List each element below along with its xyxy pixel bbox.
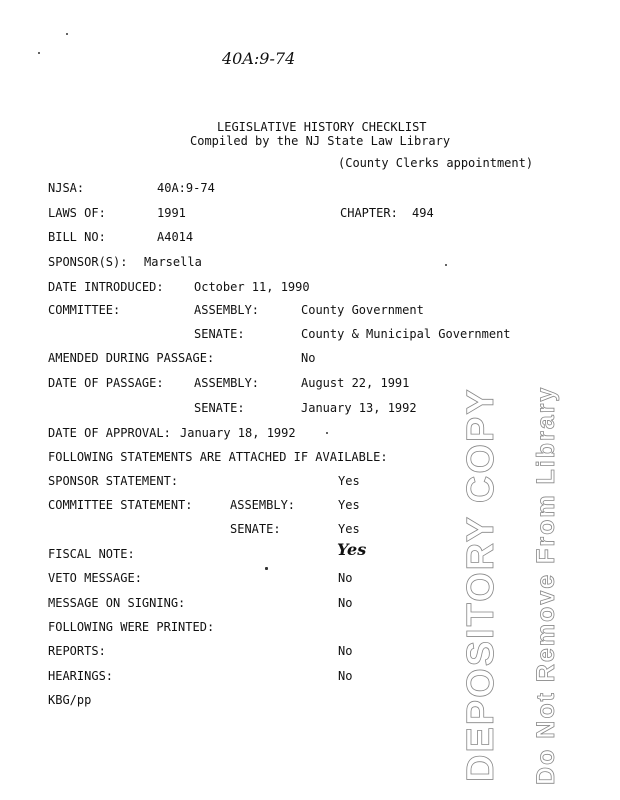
chapter-value: 494: [412, 206, 434, 220]
amended-label: AMENDED DURING PASSAGE:: [48, 351, 215, 365]
committee-statement-assembly-label: ASSEMBLY:: [230, 498, 296, 512]
amended-value: No: [301, 351, 316, 365]
introduced-value: October 11, 1990: [194, 280, 310, 294]
committee-label: COMMITTEE:: [48, 303, 121, 317]
document-subtitle: Compiled by the NJ State Law Library: [190, 134, 451, 148]
signing-message-value: No: [338, 596, 353, 610]
bill-value: A4014: [157, 230, 194, 244]
njsa-value: 40A:9-74: [157, 181, 215, 195]
committee-statement-senate-value: Yes: [338, 522, 360, 536]
njsa-label: NJSA:: [48, 181, 85, 195]
sponsor-label: SPONSOR(S):: [48, 255, 128, 269]
do-not-remove-stamp: Do Not Remove From Library: [532, 385, 560, 785]
committee-statement-senate-label: SENATE:: [230, 522, 281, 536]
scan-speck: [445, 264, 447, 266]
reports-label: REPORTS:: [48, 644, 106, 658]
passage-assembly-label: ASSEMBLY:: [194, 376, 260, 390]
document-topic: (County Clerks appointment): [338, 156, 534, 170]
committee-senate-label: SENATE:: [194, 327, 245, 341]
fiscal-note-handwritten-value: Yes: [337, 540, 367, 559]
introduced-label: DATE INTRODUCED:: [48, 280, 164, 294]
committee-statement-assembly-value: Yes: [338, 498, 360, 512]
sponsor-statement-label: SPONSOR STATEMENT:: [48, 474, 179, 488]
scan-speck: [66, 33, 68, 35]
sponsor-statement-value: Yes: [338, 474, 360, 488]
scan-speck: [38, 52, 40, 54]
passage-assembly-value: August 22, 1991: [301, 376, 410, 390]
scan-speck: [326, 432, 328, 434]
committee-statement-label: COMMITTEE STATEMENT:: [48, 498, 193, 512]
passage-label: DATE OF PASSAGE:: [48, 376, 164, 390]
approval-label: DATE OF APPROVAL:: [48, 426, 171, 440]
passage-senate-label: SENATE:: [194, 401, 245, 415]
chapter-label: CHAPTER:: [340, 206, 398, 220]
hearings-value: No: [338, 669, 353, 683]
hearings-label: HEARINGS:: [48, 669, 114, 683]
sponsor-value: Marsella: [144, 255, 202, 269]
reports-value: No: [338, 644, 353, 658]
committee-senate-value: County & Municipal Government: [301, 327, 511, 341]
bill-label: BILL NO:: [48, 230, 106, 244]
committee-assembly-value: County Government: [301, 303, 424, 317]
handwritten-reference: 40A:9-74: [222, 49, 296, 68]
passage-senate-value: January 13, 1992: [301, 401, 417, 415]
committee-assembly-label: ASSEMBLY:: [194, 303, 260, 317]
veto-message-label: VETO MESSAGE:: [48, 571, 142, 585]
scan-speck: [265, 567, 268, 570]
fiscal-note-label: FISCAL NOTE:: [48, 547, 135, 561]
printed-heading: FOLLOWING WERE PRINTED:: [48, 620, 215, 634]
laws-label: LAWS OF:: [48, 206, 106, 220]
approval-value: January 18, 1992: [180, 426, 296, 440]
veto-message-value: No: [338, 571, 353, 585]
laws-value: 1991: [157, 206, 186, 220]
depository-copy-stamp: DEPOSITORY COPY: [460, 387, 502, 782]
statements-heading: FOLLOWING STATEMENTS ARE ATTACHED IF AVAILABLE:: [48, 450, 388, 464]
signing-message-label: MESSAGE ON SIGNING:: [48, 596, 186, 610]
initials: KBG/pp: [48, 693, 92, 707]
document-title: LEGISLATIVE HISTORY CHECKLIST: [217, 120, 427, 134]
